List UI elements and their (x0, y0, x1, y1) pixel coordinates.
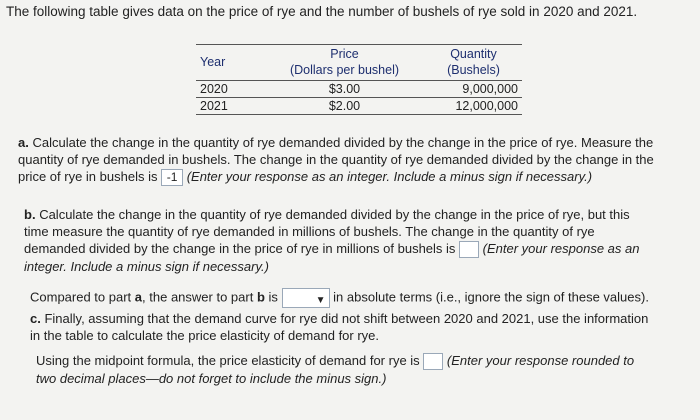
part-a-instruction: (Enter your response as an integer. Include a minus sign if necessary.) (186, 169, 593, 184)
intro-text: The following table gives data on the price of rye and the number of bushels of rye sold in 2020 and 2021. (6, 4, 638, 19)
header-quantity-line: (Bushels) (447, 62, 500, 77)
cell-price: $3.00 (328, 82, 361, 97)
part-b-label: b. (24, 207, 36, 222)
header-price (264, 45, 425, 81)
header-quantity-line: Quantity (450, 47, 497, 61)
part-b (24, 206, 654, 275)
cell-price: $2.00 (328, 99, 361, 114)
midpoint-text: Using the midpoint formula, the price elasticity of demand for rye is (36, 353, 420, 368)
midpoint-question (36, 352, 656, 387)
part-a (18, 134, 658, 186)
cell-quantity: 9,000,000 (462, 82, 518, 97)
part-a-answer-field[interactable]: -1 (161, 169, 183, 186)
part-a-label: a. (18, 135, 29, 150)
part-c (30, 310, 660, 344)
comparison-row (30, 288, 670, 308)
elasticity-answer-field[interactable] (423, 353, 443, 370)
rye-data-table (196, 44, 522, 115)
part-b-instruction: (Enter your response as an integer. Include a minus sign if necessary.) (24, 241, 640, 275)
cell-year: 2020 (200, 82, 228, 97)
part-c-label: c. (30, 311, 41, 326)
part-c-question: Finally, assuming that the demand curve for rye did not shift between 2020 and 2021, use the information in the table to calculate the price elasticity of demand for rye. (30, 311, 649, 343)
part-a-question: Calculate the change in the quantity of rye demanded divided by the change in the price of rye. Measure the quantity of rye demanded in bushels. The change in the quantity of rye demanded divided by the change in the price of rye in bushels is (18, 135, 654, 184)
compare-is: is (268, 289, 278, 305)
part-b-question: Calculate the change in the quantity of rye demanded divided by the change in the price of rye, but this time measure the quantity of rye demanded in millions of bushels. The change in the quantity of rye demanded divided by the change in the price of rye in millions of bushels is (24, 207, 630, 256)
part-b-answer-field[interactable] (459, 241, 479, 258)
header-year: Year (200, 54, 226, 69)
compare-part-a: a (134, 289, 143, 305)
cell-year: 2021 (200, 99, 228, 114)
compare-prefix: Compared to part (30, 289, 132, 305)
header-price-line: (Dollars per bushel) (289, 62, 400, 77)
table-row (196, 98, 522, 115)
header-quantity (425, 45, 522, 81)
dropdown-arrow-icon[interactable]: ▼ (315, 295, 326, 306)
compare-suffix: in absolute terms (i.e., ignore the sign of these values). (333, 289, 649, 305)
header-price-line: Price (330, 47, 359, 61)
midpoint-instruction: (Enter your response rounded to two decimal places—do not forget to include the minus sign.) (36, 353, 635, 387)
cell-quantity: 12,000,000 (455, 99, 518, 114)
comparison-dropdown[interactable] (282, 288, 330, 308)
compare-middle: , the answer to part (142, 289, 254, 305)
compare-part-b: b (256, 289, 265, 305)
table-row (196, 81, 522, 98)
